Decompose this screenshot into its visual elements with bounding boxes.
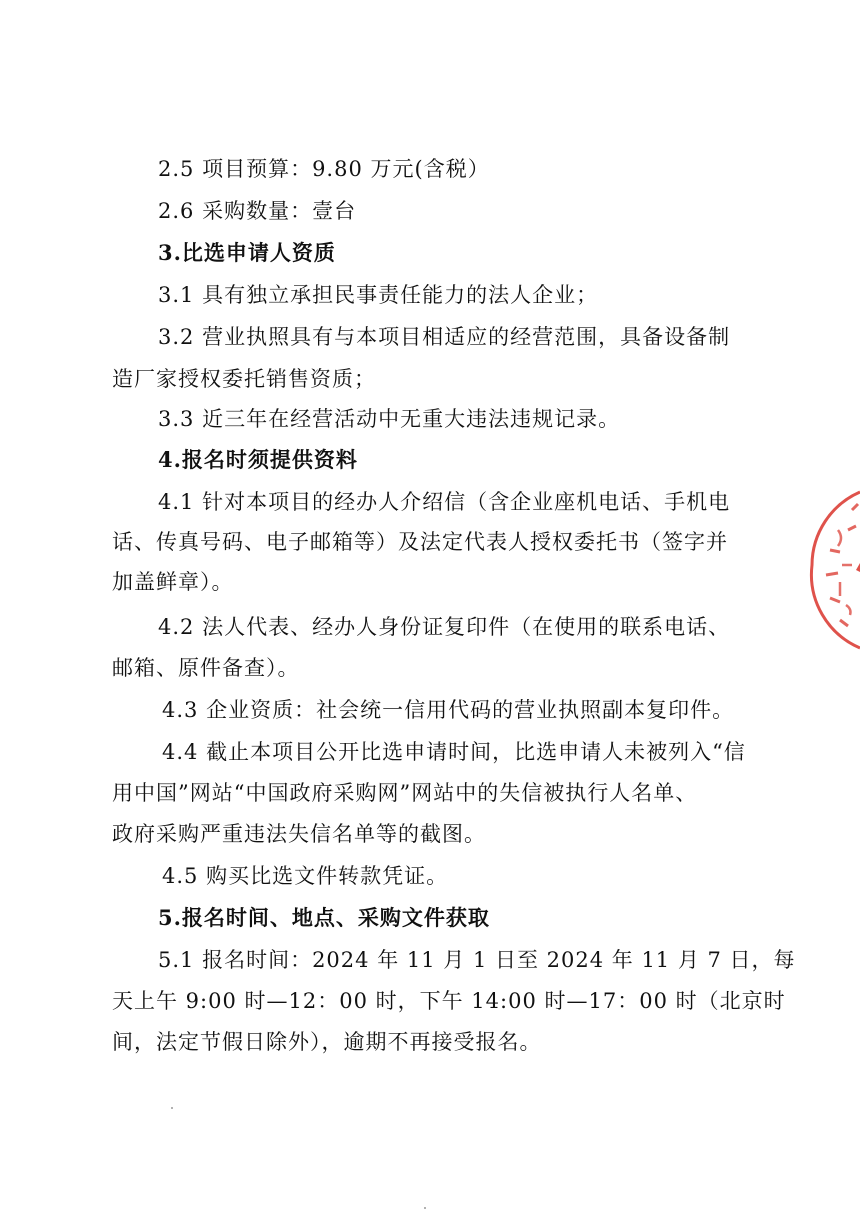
- budget-line: 2.5 项目预算：9.80 万元(含税）: [158, 157, 490, 181]
- materials-item-4-5: 4.5 购买比选文件转款凭证。: [162, 864, 449, 888]
- materials-item-4-1-cont2: 加盖鲜章）。: [112, 570, 234, 594]
- partial-seal-stamp: [790, 470, 860, 670]
- materials-item-4-4-cont1: 用中国”网站“中国政府采购网”网站中的失信被执行人名单、: [112, 781, 698, 805]
- materials-item-4-2: 4.2 法人代表、经办人身份证复印件（在使用的联系电话、: [158, 615, 731, 639]
- section-heading-materials: 4.报名时须提供资料: [158, 447, 358, 472]
- qualification-item-3-2: 3.2 营业执照具有与本项目相适应的经营范围，具备设备制: [158, 325, 731, 349]
- materials-item-4-1: 4.1 针对本项目的经办人介绍信（含企业座机电话、手机电: [158, 490, 731, 514]
- materials-item-4-4: 4.4 截止本项目公开比选申请时间，比选申请人未被列入“信: [162, 740, 746, 764]
- materials-item-4-1-cont1: 话、传真号码、电子邮箱等）及法定代表人授权委托书（签字并: [112, 530, 728, 554]
- section-heading-registration: 5.报名时间、地点、采购文件获取: [158, 905, 490, 930]
- qualification-item-3-3: 3.3 近三年在经营活动中无重大违法违规记录。: [158, 407, 621, 431]
- materials-item-4-4-cont2: 政府采购严重违法失信名单等的截图。: [112, 822, 486, 846]
- qualification-item-3-2-cont: 造厂家授权委托销售资质；: [112, 367, 376, 391]
- qualification-item-3-1: 3.1 具有独立承担民事责任能力的法人企业；: [158, 283, 599, 307]
- registration-item-5-1-cont1: 天上午 9:00 时—12：00 时，下午 14:00 时—17：00 时（北京时: [112, 989, 786, 1013]
- registration-item-5-1: 5.1 报名时间：2024 年 11 月 1 日至 2024 年 11 月 7 日，每: [158, 948, 796, 972]
- materials-item-4-3: 4.3 企业资质：社会统一信用代码的营业执照副本复印件。: [162, 698, 735, 722]
- paper-speck: [424, 1207, 426, 1209]
- quantity-line: 2.6 采购数量：壹台: [158, 199, 357, 223]
- section-heading-qualification: 3.比选申请人资质: [158, 240, 336, 265]
- registration-item-5-1-cont2: 间，法定节假日除外），逾期不再接受报名。: [112, 1030, 542, 1054]
- materials-item-4-2-cont: 邮箱、原件备查）。: [112, 656, 300, 680]
- paper-speck: [171, 1107, 173, 1109]
